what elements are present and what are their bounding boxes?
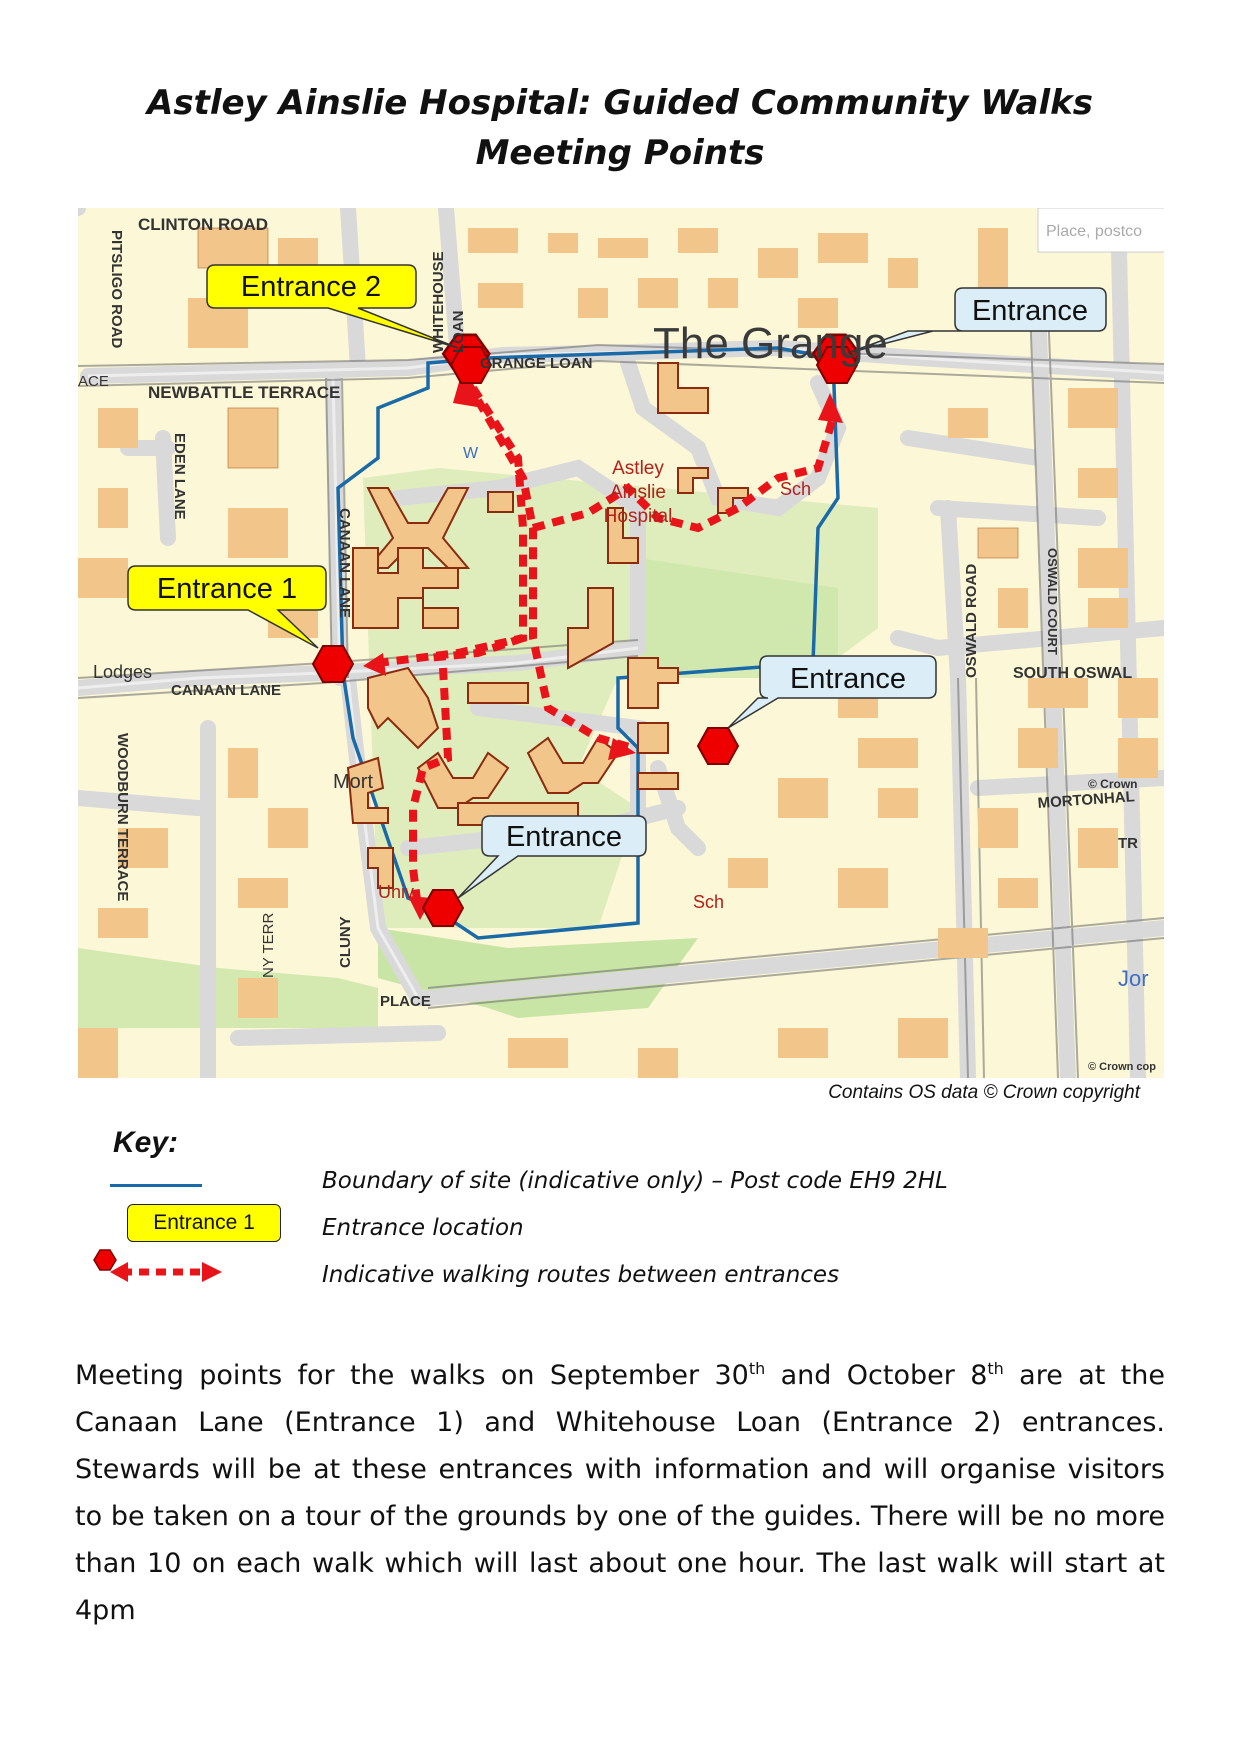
label-univ: Univ: [378, 882, 415, 902]
site-map[interactable]: [78, 208, 1164, 1078]
hospital-label-1: Astley: [612, 458, 664, 479]
street-place: PLACE: [380, 993, 431, 1010]
key-entrance-swatch: Entrance 1: [127, 1204, 281, 1242]
label-crown-2: © Crown cop: [1088, 1061, 1156, 1073]
body-sup-1: th: [748, 1359, 766, 1378]
callout-entrance-ne: Entrance: [971, 295, 1089, 327]
street-eden-lane: EDEN LANE: [171, 433, 188, 520]
callout-entrance-s: Entrance: [505, 821, 623, 853]
callout-entrance-2: Entrance 2: [240, 271, 382, 303]
key-boundary-text: Boundary of site (indicative only) – Post code EH9 2HL: [322, 1168, 948, 1194]
street-cluny-terr: NY TERR: [260, 912, 277, 978]
label-jor: Jor: [1118, 966, 1149, 991]
street-canaan-lane-vertical: CANAAN LANE: [336, 508, 353, 618]
page-title-line1: Astley Ainslie Hospital: Guided Community Walks: [147, 83, 1093, 123]
street-clinton-road: CLINTON ROAD: [138, 215, 269, 234]
label-mort: Mort: [333, 771, 373, 793]
street-newbattle-terrace: NEWBATTLE TERRACE: [148, 383, 341, 402]
body-sup-2: th: [987, 1359, 1004, 1378]
label-w: W: [463, 445, 479, 462]
map-search-placeholder[interactable]: Place, postco: [1046, 223, 1143, 240]
street-tr: TR: [1118, 835, 1138, 852]
key-entrance-text: Entrance location: [322, 1215, 524, 1241]
street-oswald-road: OSWALD ROAD: [963, 563, 980, 678]
hospital-label-2: Ainslie: [610, 482, 666, 503]
map-copyright: Contains OS data © Crown copyright: [828, 1082, 1140, 1103]
key-title: Key:: [113, 1126, 179, 1159]
street-grange-loan: GRANGE LOAN: [480, 355, 593, 372]
street-ace: ACE: [78, 373, 109, 390]
street-pitsligo-road: PITSLIGO ROAD: [108, 230, 125, 349]
body-text-3: are at the Canaan Lane (Entrance 1) and Whitehouse Loan (Entrance 2) entrances. Stewards will be at these entrances with information and will organise visitors to be taken on a tour of the grounds by one of the guides. There will be no more than 10 on each walk which will last about one hour. The last walk will start at 4pm: [75, 1360, 1165, 1626]
body-text-1: Meeting points for the walks on September 30: [75, 1360, 749, 1391]
street-canaan-lane: CANAAN LANE: [171, 682, 281, 699]
page-title-line2: Meeting Points: [475, 133, 765, 173]
area-name-label: The Grange: [653, 319, 888, 368]
body-text-2: and October 8: [765, 1360, 988, 1391]
street-mortonhall: MORTONHAL: [1037, 788, 1136, 812]
hospital-label-3: Hospital: [603, 506, 673, 527]
street-cluny: CLUNY: [337, 916, 354, 968]
callout-entrance-1: Entrance 1: [156, 573, 298, 605]
label-lodges: Lodges: [93, 662, 153, 682]
meeting-points-paragraph: [75, 1345, 1165, 1634]
street-oswald-court: OSWALD COURT: [1045, 548, 1060, 655]
key-route-text: Indicative walking routes between entrances: [322, 1262, 840, 1288]
street-loan: LOAN: [450, 310, 467, 353]
street-south-oswald: SOUTH OSWAL: [1013, 665, 1133, 682]
key-route-swatch: [92, 1244, 232, 1284]
label-sch-north: Sch: [780, 479, 812, 499]
label-crown-1: © Crown: [1088, 777, 1138, 791]
callout-entrance-e: Entrance: [789, 663, 907, 695]
street-woodburn-terrace: WOODBURN TERRACE: [114, 733, 131, 902]
street-whitehouse: WHITEHOUSE: [430, 251, 447, 353]
label-sch-south: Sch: [693, 892, 725, 912]
key-boundary-swatch: [110, 1184, 202, 1187]
